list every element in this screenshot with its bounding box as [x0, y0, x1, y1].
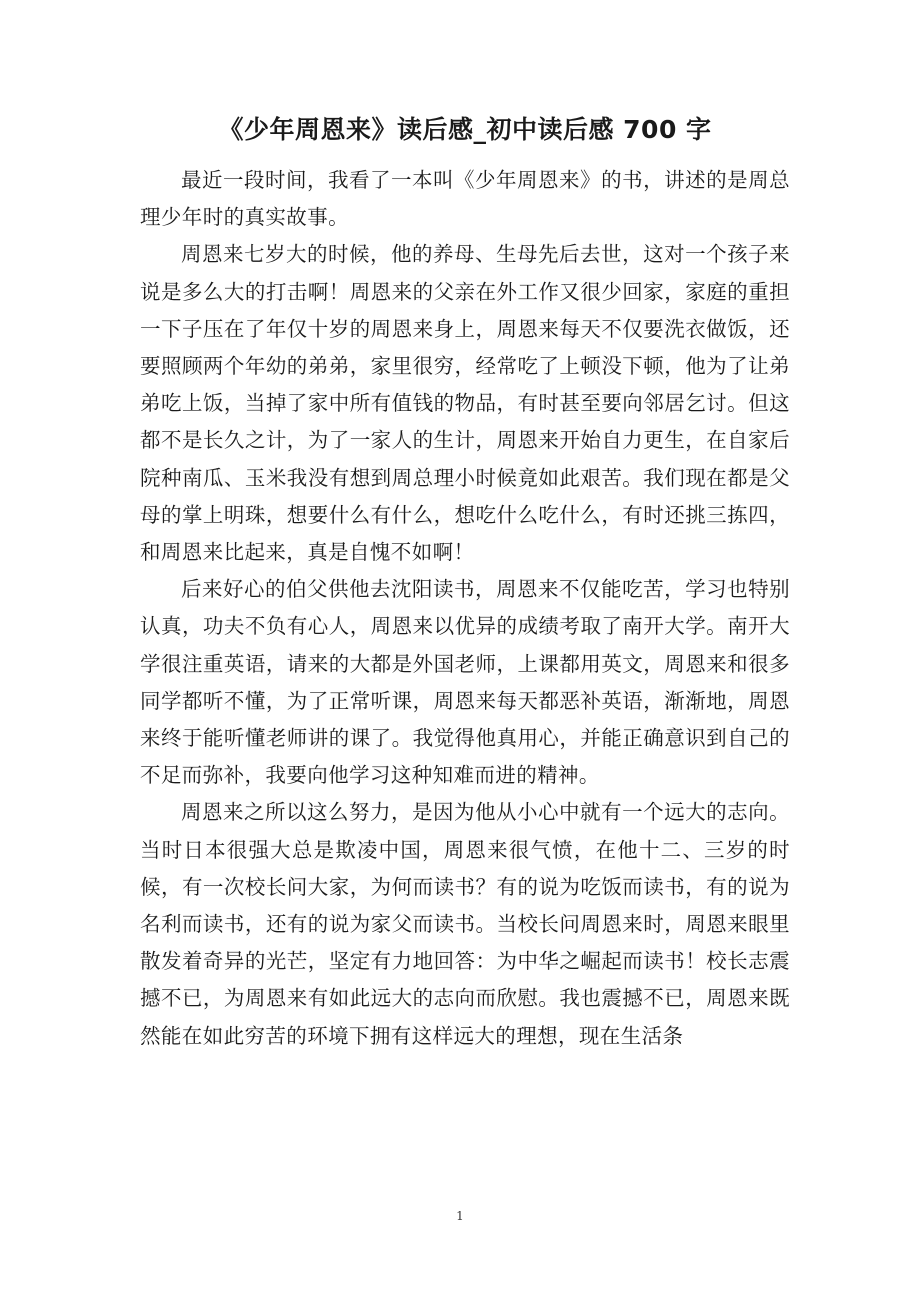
document-body — [140, 162, 790, 1055]
page-number: 1 — [456, 1209, 464, 1223]
paragraph-1: 最近一段时间，我看了一本叫《少年周恩来》的书，讲述的是周总理少年时的真实故事。 — [140, 168, 790, 230]
paragraph-4: 周恩来之所以这么努力，是因为他从小心中就有一个远大的志向。当时日本很强大总是欺凌中国，周恩来很气愤，在他十二、三岁的时候，有一次校长问大家，为何而读书？有的说为吃饭而读书，有的说为名利而读书，还有的说为家父而读书。当校长问周恩来时，周恩来眼里散发着奇异的光芒，坚定有力地回答：为中华之崛起而读书！校长志震撼不已，为周恩来有如此远大的志向而欣慰。我也震撼不已，周恩来既然能在如此穷苦的环境下拥有这样远大的理想，现在生活条 — [140, 800, 790, 1048]
paragraph-2: 周恩来七岁大的时候，他的养母、生母先后去世，这对一个孩子来说是多么大的打击啊！周恩来的父亲在外工作又很少回家，家庭的重担一下子压在了年仅十岁的周恩来身上，周恩来每天不仅要洗衣做饭，还要照顾两个年幼的弟弟，家里很穷，经常吃了上顿没下顿，他为了让弟弟吃上饭，当掉了家中所有值钱的物品，有时甚至要向邻居乞讨。但这都不是长久之计，为了一家人的生计，周恩来开始自力更生，在自家后院种南瓜、玉米我没有想到周总理小时候竟如此艰苦。我们现在都是父母的掌上明珠，想要什么有什么，想吃什么吃什么，有时还挑三拣四，和周恩来比起来，真是自愧不如啊！ — [140, 242, 790, 565]
document-title: 《少年周恩来》读后感_初中读后感 700 字 — [218, 115, 712, 144]
paragraph-3: 后来好心的伯父供他去沈阳读书，周恩来不仅能吃苦，学习也特别认真，功夫不负有心人，周恩来以优异的成绩考取了南开大学。南开大学很注重英语，请来的大都是外国老师，上课都用英文，周恩来和很多同学都听不懂，为了正常听课，周恩来每天都恶补英语，渐渐地，周恩来终于能听懂老师讲的课了。我觉得他真用心，并能正确意识到自己的不足而弥补，我要向他学习这种知难而进的精神。 — [140, 577, 790, 788]
